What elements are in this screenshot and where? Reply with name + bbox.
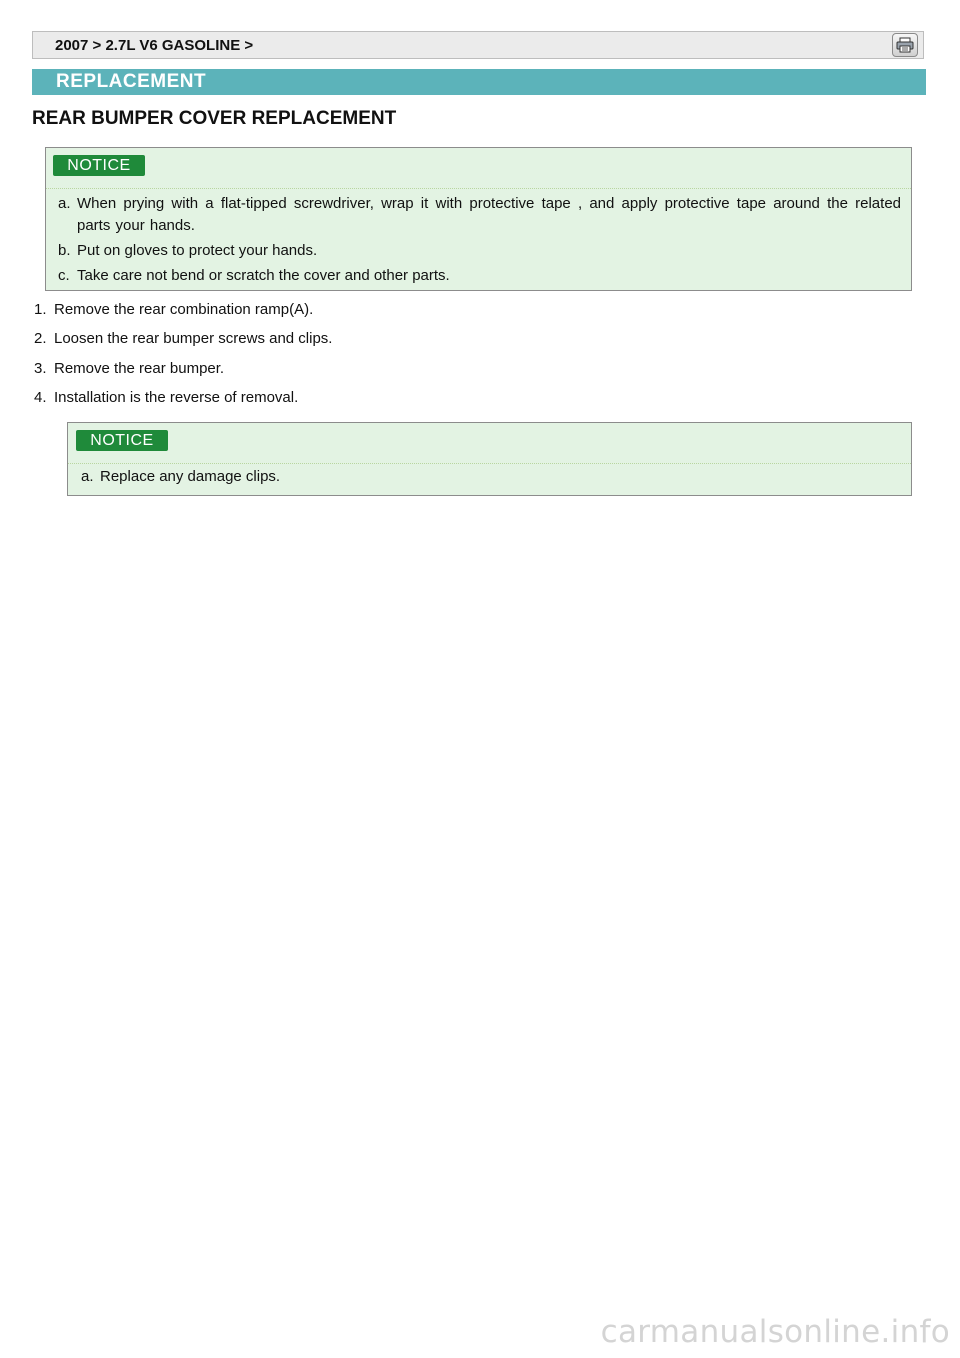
breadcrumb-bar xyxy=(32,31,924,59)
notice-body xyxy=(46,189,911,287)
step-number: 2. xyxy=(34,330,47,347)
step-text: Remove the rear combination ramp(A). xyxy=(54,301,314,318)
step-number: 3. xyxy=(34,360,47,377)
notice-badge: NOTICE xyxy=(76,430,168,451)
notice-item-text: Take care not bend or scratch the cover and other parts. xyxy=(77,267,450,284)
notice-item xyxy=(58,265,901,287)
notice-item xyxy=(58,193,901,237)
notice-box xyxy=(45,147,912,291)
step-number: 1. xyxy=(34,301,47,318)
notice-box xyxy=(67,422,912,496)
breadcrumb[interactable]: 2007 > 2.7L V6 GASOLINE > xyxy=(55,37,254,54)
step-text: Installation is the reverse of removal. xyxy=(54,389,299,406)
notice-item xyxy=(58,240,901,262)
step-number: 4. xyxy=(34,389,47,406)
step-text: Loosen the rear bumper screws and clips. xyxy=(54,330,333,347)
watermark: carmanualsonline.info xyxy=(600,1314,950,1350)
notice-item-letter: a. xyxy=(58,195,71,212)
notice-item-letter: a. xyxy=(81,468,94,485)
notice-item xyxy=(81,466,901,488)
section-title: REPLACEMENT xyxy=(56,71,207,92)
notice-header xyxy=(68,423,911,464)
print-button[interactable] xyxy=(892,33,918,57)
notice-badge: NOTICE xyxy=(53,155,145,176)
notice-item-text: Put on gloves to protect your hands. xyxy=(77,242,318,259)
page-title: REAR BUMPER COVER REPLACEMENT xyxy=(32,108,397,129)
notice-body xyxy=(68,464,911,488)
notice-header xyxy=(46,148,911,189)
step-item xyxy=(34,358,224,380)
step-item xyxy=(34,328,332,350)
step-item xyxy=(34,299,313,321)
notice-item-text: When prying with a flat-tipped screwdriver, wrap it with protective tape , and apply protective tape around the related parts your hands. xyxy=(77,195,901,234)
notice-item-letter: b. xyxy=(58,242,71,259)
section-banner xyxy=(32,69,926,95)
step-item xyxy=(34,387,298,409)
step-text: Remove the rear bumper. xyxy=(54,360,225,377)
printer-icon xyxy=(896,37,914,53)
notice-item-text: Replace any damage clips. xyxy=(100,468,281,485)
notice-item-letter: c. xyxy=(58,267,70,284)
